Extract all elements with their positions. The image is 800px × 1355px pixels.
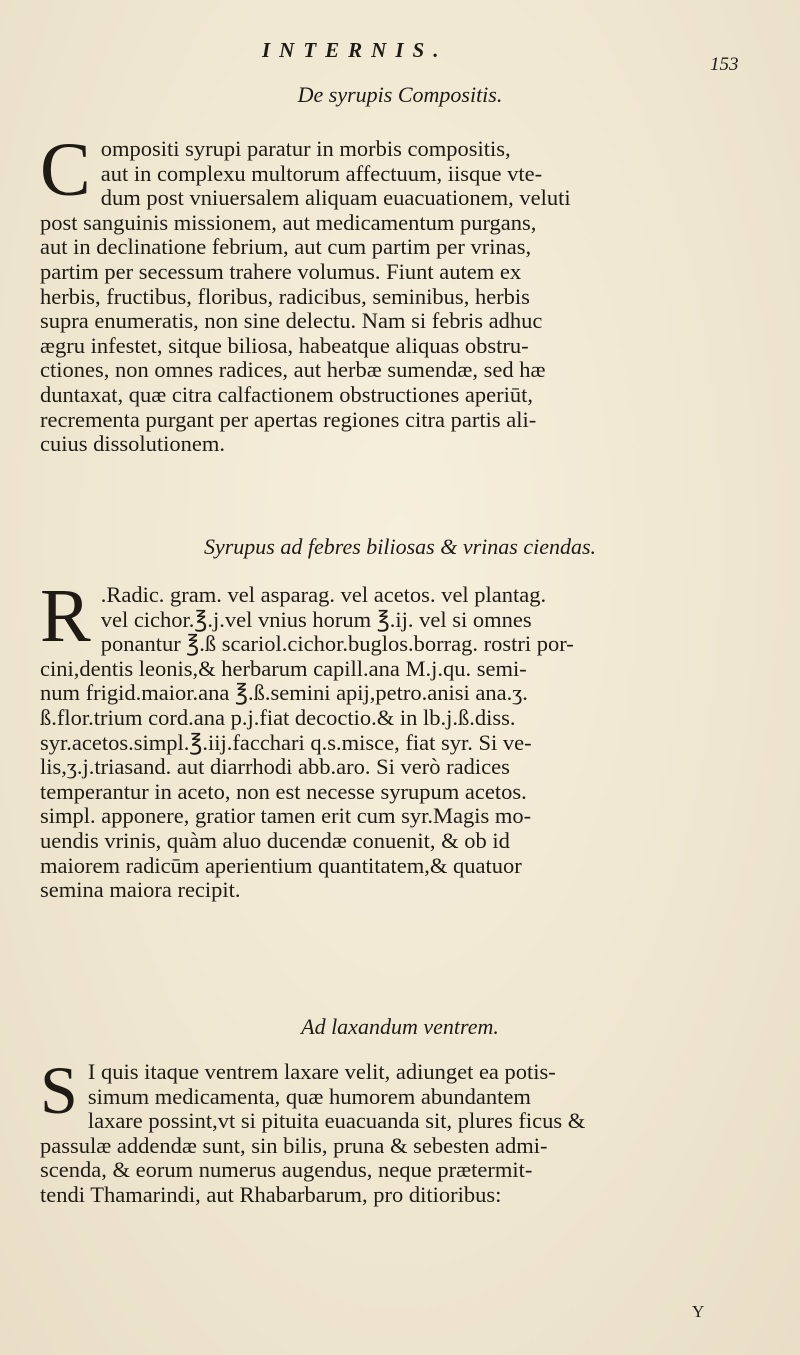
- running-head: [0, 24, 800, 75]
- text-line: cuius dissolutionem.: [40, 432, 225, 457]
- paragraph-syrupis-compositis: [40, 128, 768, 457]
- text-line: laxare possint,vt si pituita euacuanda sit, plures ficus &: [87, 1109, 586, 1134]
- text-line: simum medicamenta, quæ humorem abundantem: [87, 1084, 531, 1109]
- text-line: cini,dentis leonis,& herbarum capill.ana M.j.qu. semi-: [40, 656, 527, 681]
- text-line: ponantur ℥.ß scariol.cichor.buglos.borrag. rostri por-: [100, 632, 574, 657]
- drop-cap: C: [40, 128, 91, 212]
- drop-cap: S: [40, 1052, 78, 1128]
- text-line: post sanguinis missionem, aut medicamentum purgans,: [40, 210, 537, 235]
- text-line: num frigid.maior.ana ℥.ß.semini apij,petro.anisi ana.ʒ.: [40, 681, 528, 706]
- section-title-syrupis-compositis: De syrupis Compositis.: [297, 82, 503, 107]
- text-line: passulæ addendæ sunt, sin bilis, pruna & sebesten admi-: [40, 1133, 548, 1158]
- text-line: dum post vniuersalem aliquam euacuationem, veluti: [100, 186, 571, 211]
- text-line: semina maiora recipit.: [40, 878, 241, 903]
- paragraph-syrupus-febres: [40, 574, 768, 903]
- text-line: temperantur in aceto, non est necesse syrupum acetos.: [40, 779, 527, 804]
- text-line: supra enumeratis, non sine delectu. Nam si febris adhuc: [40, 309, 543, 334]
- text-line: recrementa purgant per apertas regiones citra partis ali-: [40, 407, 537, 432]
- text-line: uendis vrinis, quàm aluo ducendæ conuenit, & ob id: [40, 828, 510, 853]
- running-title: INTERNIS.: [262, 38, 448, 62]
- section-title-syrupus-febres: Syrupus ad febres biliosas & vrinas ciendas.: [203, 534, 597, 559]
- text-line: ompositi syrupi paratur in morbis compositis,: [100, 137, 511, 161]
- text-line: ægru infestet, sitque biliosa, habeatque aliquas obstru-: [40, 333, 529, 358]
- paragraph-laxandum-ventrem: [40, 1052, 768, 1208]
- signature-mark: Y: [692, 1302, 705, 1321]
- section-title-laxandum-ventrem: Ad laxandum ventrem.: [301, 1014, 499, 1039]
- page-number: 153: [710, 54, 739, 75]
- text-line: simpl. apponere, gratior tamen erit cum syr.Magis mo-: [40, 804, 532, 829]
- text-line: partim per secessum trahere volumus. Fiunt autem ex: [40, 259, 522, 284]
- text-line: ß.flor.trium cord.ana p.j.fiat decoctio.& in lb.j.ß.diss.: [40, 705, 516, 730]
- text-line: syr.acetos.simpl.℥.iij.facchari q.s.misce, fiat syr. Si ve-: [40, 730, 532, 755]
- text-line: tendi Thamarindi, aut Rhabarbarum, pro ditioribus:: [40, 1182, 502, 1207]
- text-line: aut in declinatione febrium, aut cum partim per vrinas,: [40, 235, 532, 260]
- text-line: duntaxat, quæ citra calfactionem obstructiones aperiūt,: [40, 382, 533, 407]
- text-line: lis,ʒ.j.triasand. aut diarrhodi abb.aro. Si verò radices: [40, 755, 510, 780]
- drop-cap: R: [40, 574, 91, 658]
- text-line: I quis itaque ventrem laxare velit, adiunget ea potis-: [87, 1060, 556, 1084]
- text-line: herbis, fructibus, floribus, radicibus, seminibus, herbis: [40, 284, 530, 309]
- text-line: ctiones, non omnes radices, aut herbæ sumendæ, sed hæ: [40, 358, 546, 383]
- text-line: scenda, & eorum numerus augendus, neque prætermit-: [40, 1158, 533, 1183]
- text-line: .Radic. gram. vel asparag. vel acetos. vel plantag.: [100, 583, 547, 607]
- text-line: maiorem radicūm aperientium quantitatem,& quatuor: [40, 853, 522, 878]
- text-line: vel cichor.℥.j.vel vnius horum ℥.ij. vel si omnes: [100, 607, 532, 632]
- text-line: aut in complexu multorum affectuum, iisque vte-: [100, 161, 543, 186]
